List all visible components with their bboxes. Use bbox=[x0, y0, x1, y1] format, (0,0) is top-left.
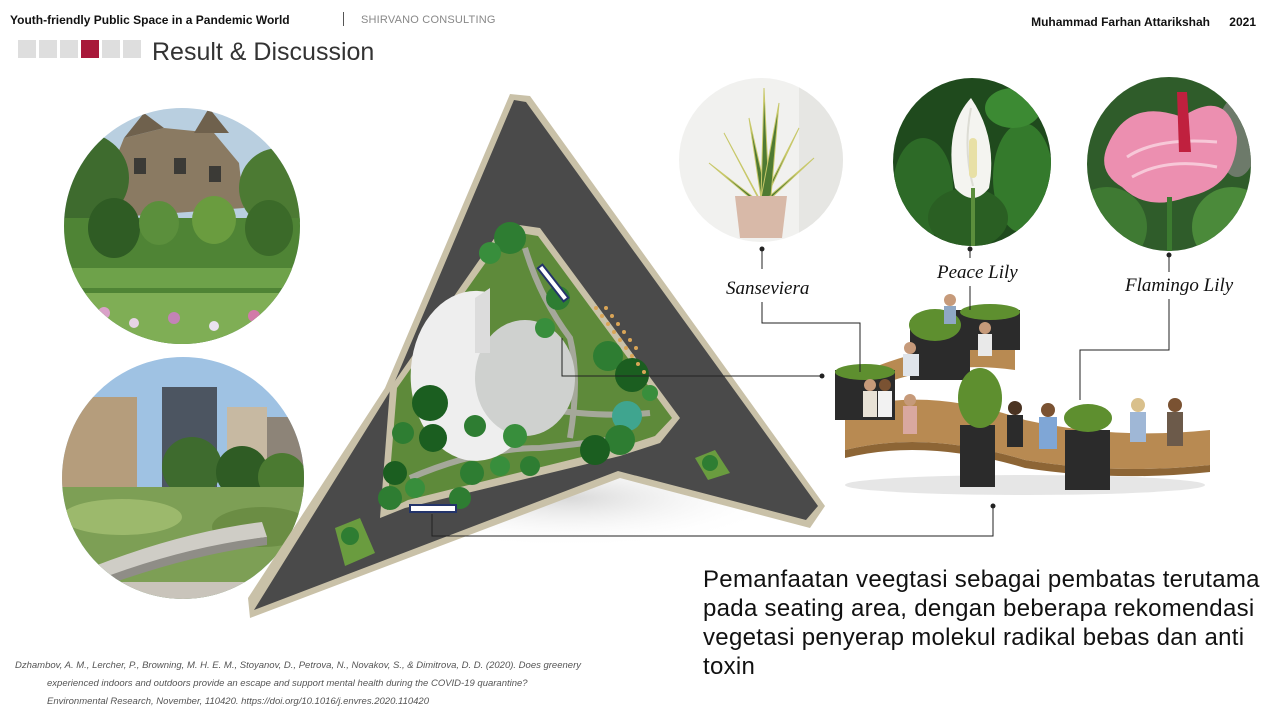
organization-name: SHIRVANO CONSULTING bbox=[361, 14, 496, 26]
discussion-caption: Pemanfaatan veegtasi sebagai pembatas terutama pada seating area, dengan beberapa rekomendasi vegetasi penyerap molekul radikal bebas dan anti toxin bbox=[703, 566, 1260, 680]
presentation-title: Youth-friendly Public Space in a Pandemic World bbox=[10, 13, 290, 27]
plant-label-flamingo-lily: Flamingo Lily bbox=[1125, 275, 1234, 296]
section-title: Result & Discussion bbox=[152, 38, 375, 66]
citation-line: experienced indoors and outdoors provide an escape and support mental health during the COVID-19 quarantine? bbox=[47, 678, 528, 689]
presentation-year: 2021 bbox=[1229, 15, 1256, 29]
author-name: Muhammad Farhan Attarikshah bbox=[1031, 15, 1210, 29]
plant-label-peace-lily: Peace Lily bbox=[937, 262, 1018, 283]
citation-line: Environmental Research, November, 110420. https://doi.org/10.1016/j.envres.2020.110420 bbox=[47, 696, 430, 707]
citation-line: Dzhambov, A. M., Lercher, P., Browning, M. H. E. M., Stoyanov, D., Petrova, N., Novakov, S., & Dimitrova, D. D. (2020). Does greenery bbox=[15, 660, 581, 671]
plant-label-sanseviera: Sanseviera bbox=[726, 278, 810, 299]
citation bbox=[15, 657, 615, 711]
